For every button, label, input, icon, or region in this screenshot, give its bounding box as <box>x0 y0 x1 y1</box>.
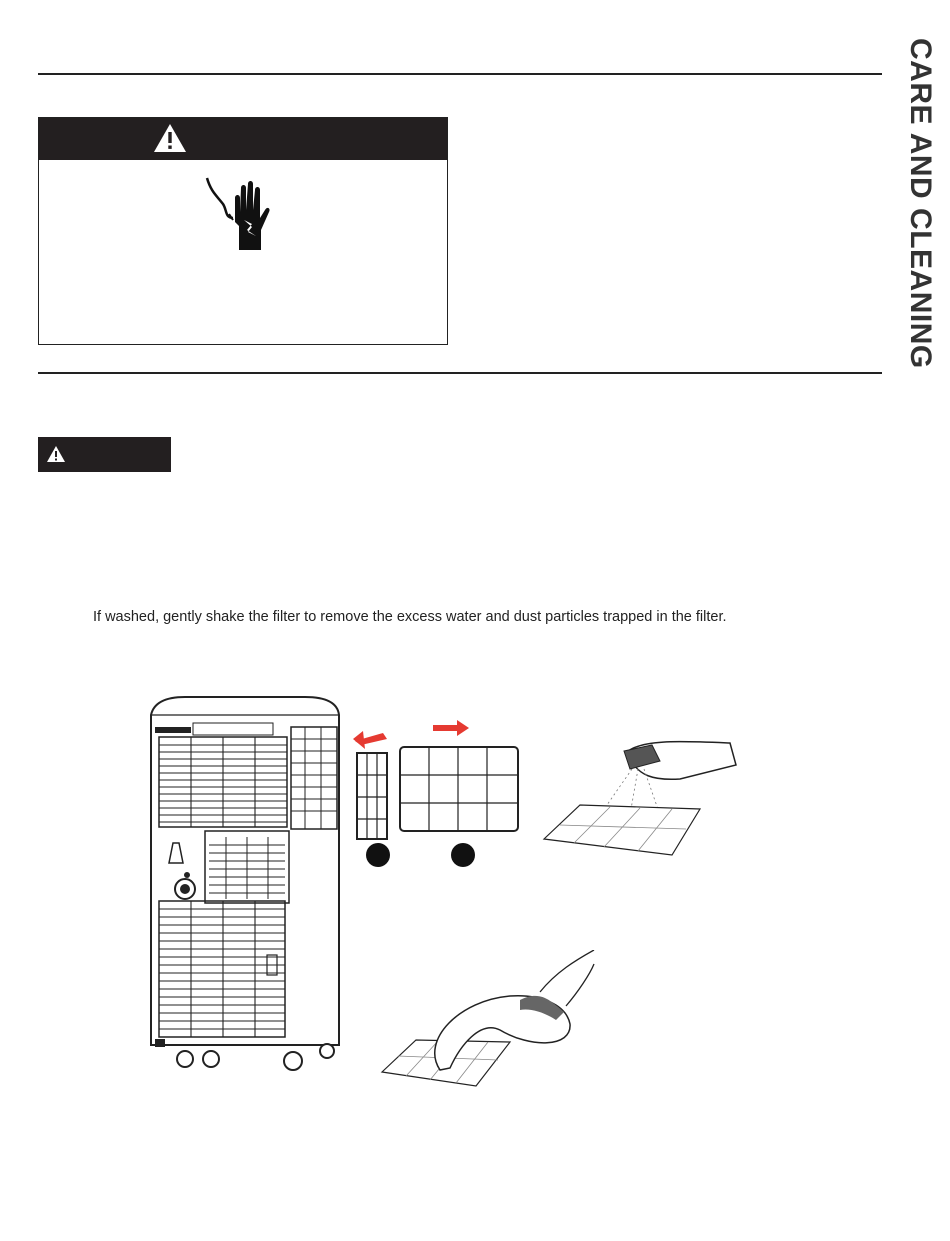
warning-triangle-icon <box>46 445 66 463</box>
electrical-shock-hazard-icon <box>203 174 273 254</box>
top-rule <box>38 73 882 75</box>
middle-rule <box>38 372 882 374</box>
filter-vacuum-illustration <box>380 950 595 1090</box>
filter-shake-instruction: If washed, gently shake the filter to remove the excess water and dust particles trapped in the filter. <box>93 609 727 625</box>
warning-header <box>39 118 447 160</box>
section-title: CARE AND CLEANING <box>904 38 937 369</box>
air-conditioner-illustration <box>145 693 345 1073</box>
warning-triangle-icon <box>153 123 187 153</box>
warning-box <box>38 117 448 345</box>
filter-dusting-illustration <box>540 735 745 860</box>
warning-badge <box>38 437 171 472</box>
filter-removal-illustration <box>345 715 535 870</box>
